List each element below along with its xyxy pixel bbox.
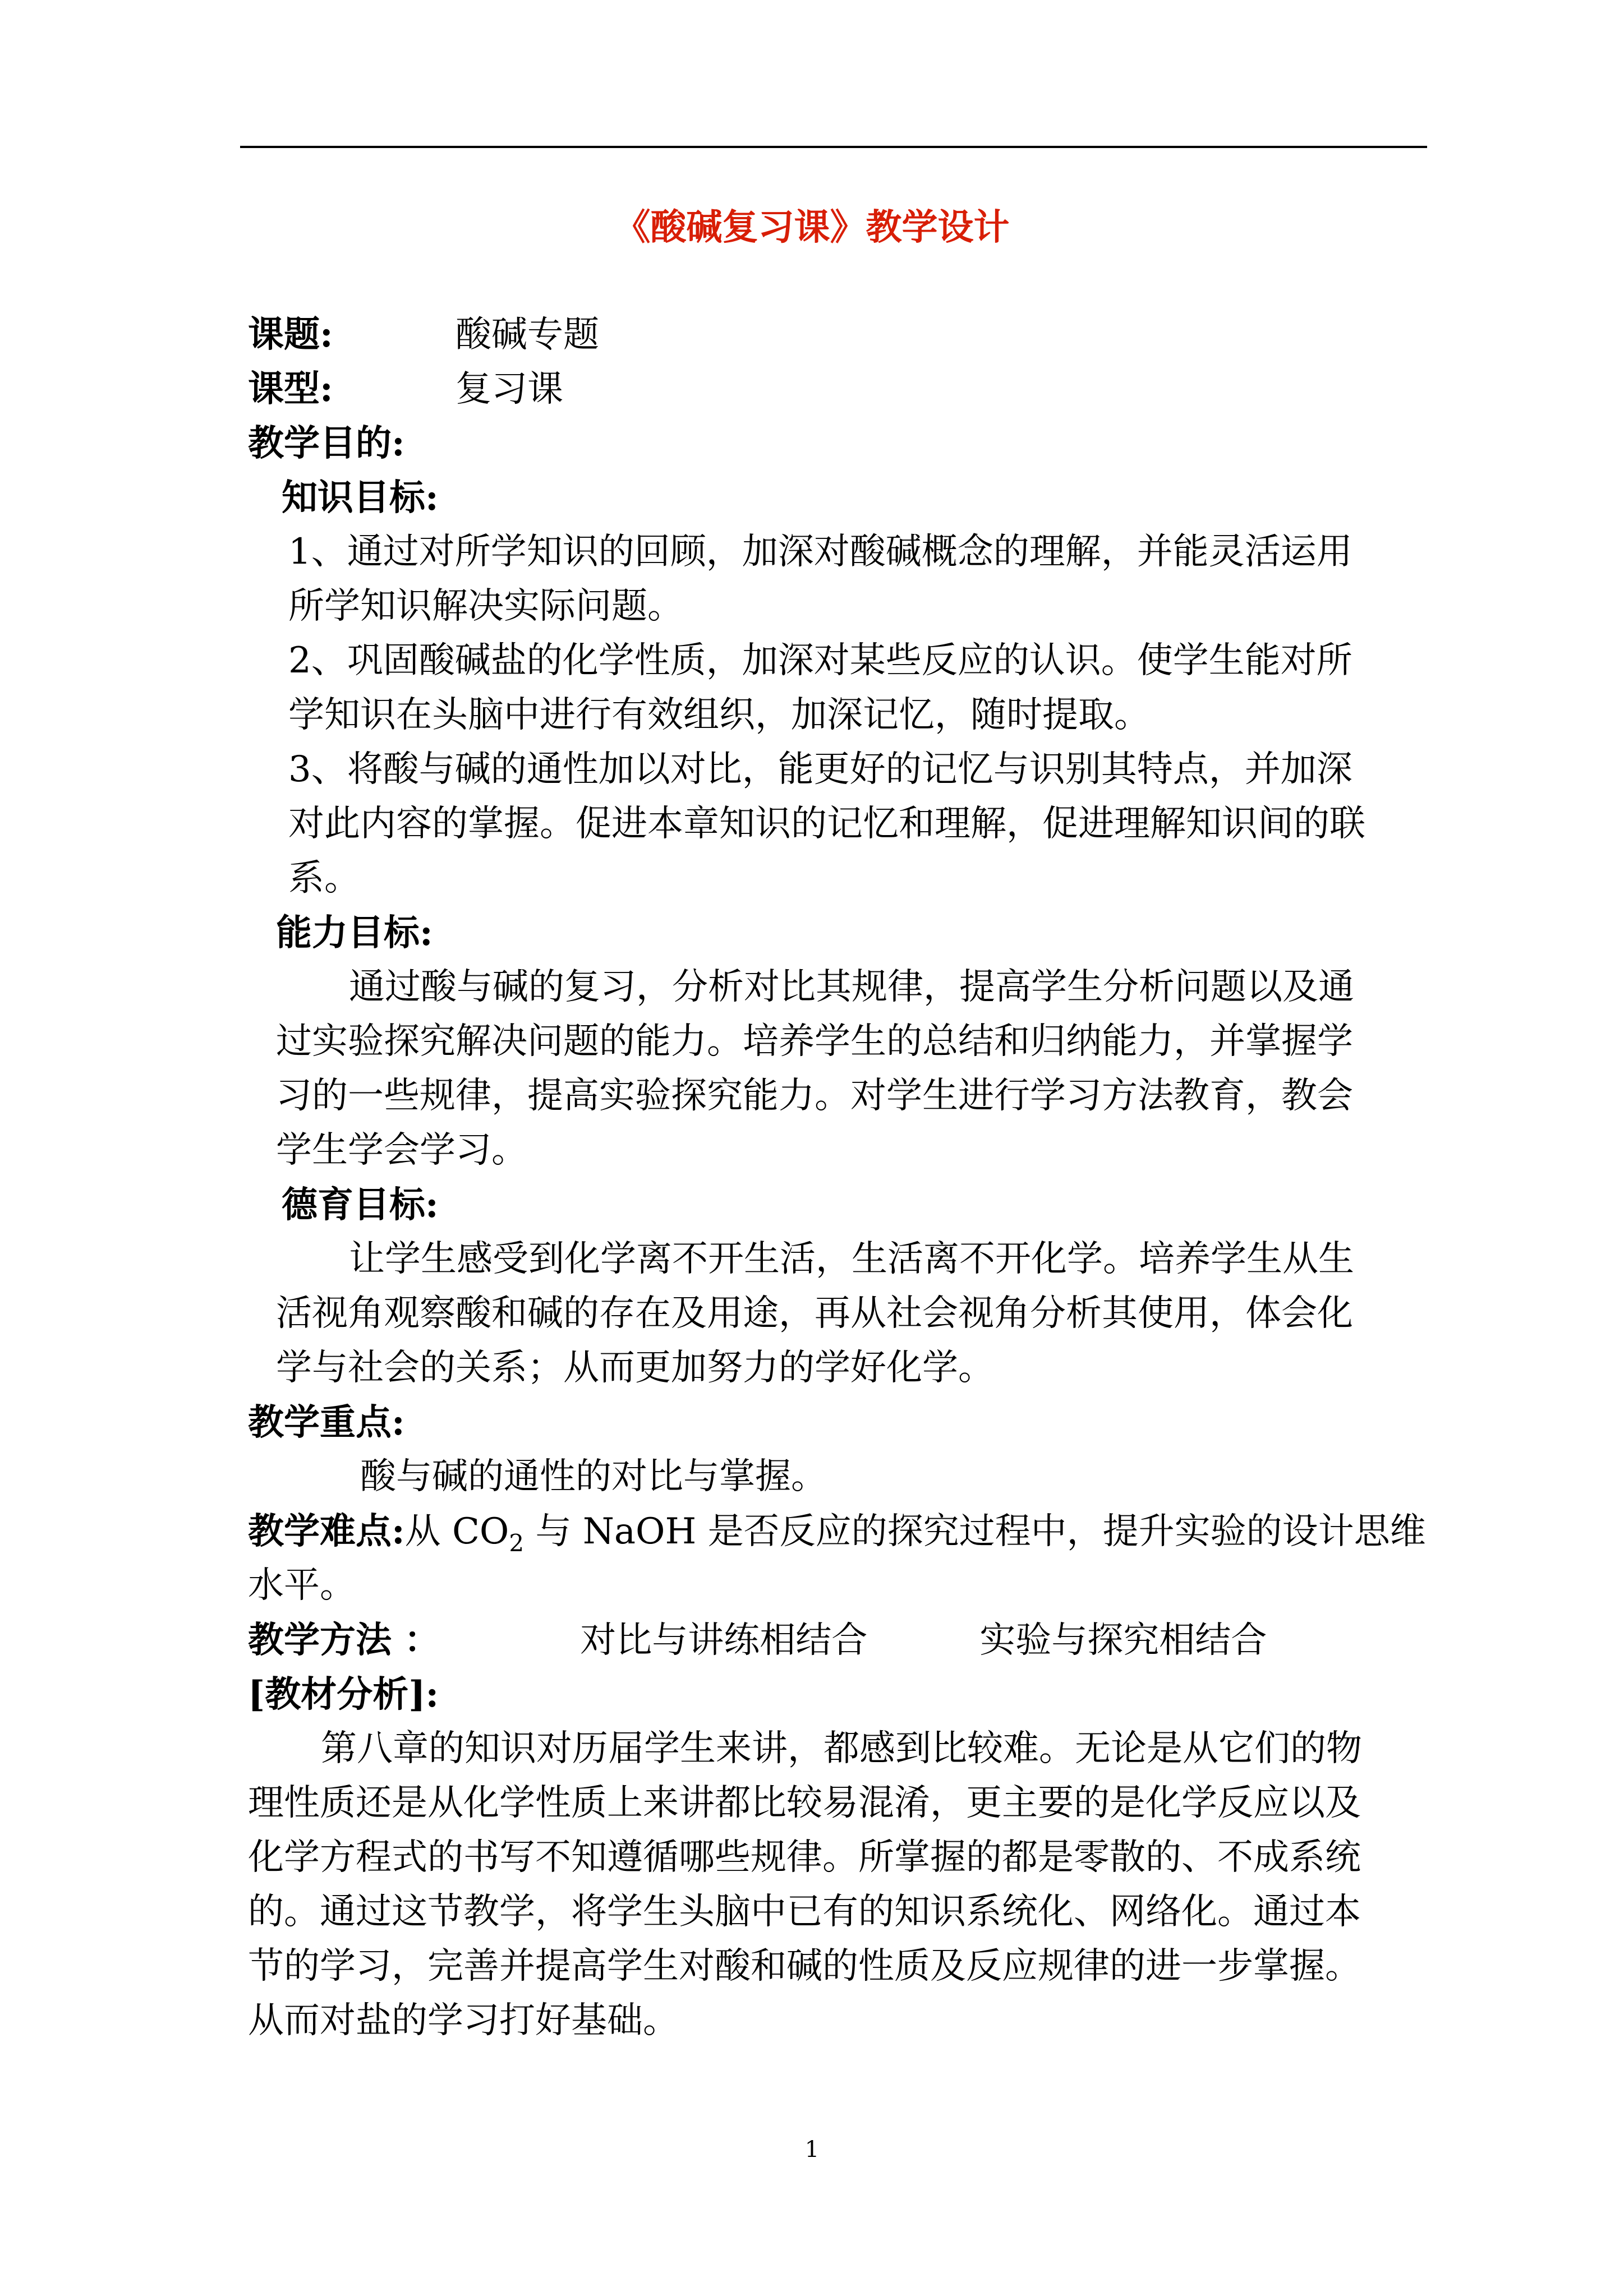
page-number: 1 — [804, 2137, 820, 2163]
ability-line: 过实验探究解决问题的能力。培养学生的总结和归纳能力，并掌握学 — [276, 1021, 1353, 1062]
knowledge-line: 所学知识解决实际问题。 — [288, 585, 683, 627]
method-1: 对比与讲练相结合 — [580, 1620, 868, 1661]
analysis-line: 节的学习，完善并提高学生对酸和碱的性质及反应规律的进一步掌握。 — [248, 1945, 1361, 1987]
knowledge-line: 系。 — [288, 857, 360, 899]
ability-heading: 能力目标: — [276, 912, 433, 954]
key-points-heading: 教学重点: — [248, 1401, 405, 1444]
header-rule — [240, 146, 1427, 148]
knowledge-line: 对此内容的掌握。促进本章知识的记忆和理解，促进理解知识间的联 — [288, 803, 1365, 845]
knowledge-line: 3、将酸与碱的通性加以对比，能更好的记忆与识别其特点，并加深 — [288, 749, 1352, 790]
document-body — [248, 307, 1437, 2048]
difficulty-text-before: 从 CO — [404, 1511, 509, 1552]
topic-row — [248, 307, 1437, 362]
knowledge-line: 学知识在头脑中进行有效组织，加深记忆，随时提取。 — [288, 694, 1150, 736]
lesson-type-value: 复习课 — [456, 368, 563, 410]
topic-label: 课题: — [248, 313, 333, 356]
analysis-line: 第八章的知识对历届学生来讲，都感到比较难。无论是从它们的物 — [321, 1728, 1362, 1769]
method-2: 实验与探究相结合 — [979, 1620, 1267, 1661]
ability-line: 通过酸与碱的复习，分析对比其规律，提高学生分析问题以及通 — [349, 966, 1354, 1008]
analysis-line: 化学方程式的书写不知遵循哪些规律。所掌握的都是零散的、不成系统 — [248, 1837, 1361, 1878]
knowledge-line: 1、通过对所学知识的回顾，加深对酸碱概念的理解，并能灵活运用 — [288, 531, 1352, 573]
difficulty-row — [248, 1504, 1437, 1559]
moral-heading: 德育目标: — [282, 1184, 439, 1226]
lesson-type-row — [248, 362, 1437, 416]
key-points-text: 酸与碱的通性的对比与掌握。 — [360, 1456, 827, 1497]
analysis-line: 的。通过这节教学，将学生头脑中已有的知识系统化、网络化。通过本 — [248, 1891, 1361, 1933]
objectives-heading: 教学目的: — [248, 422, 405, 464]
difficulty-heading: 教学难点: — [248, 1510, 405, 1552]
analysis-heading: [教材分析]: — [248, 1673, 439, 1716]
methods-heading: 教学方法 ： — [248, 1619, 440, 1661]
moral-line: 活视角观察酸和碱的存在及用途，再从社会视角分析其使用，体会化 — [276, 1293, 1353, 1334]
knowledge-heading: 知识目标: — [282, 477, 439, 519]
topic-value: 酸碱专题 — [456, 314, 599, 356]
difficulty-continuation: 水平。 — [248, 1565, 356, 1606]
ability-line: 学生学会学习。 — [276, 1129, 527, 1171]
moral-line: 学与社会的关系；从而更加努力的学好化学。 — [276, 1347, 994, 1389]
knowledge-line: 2、巩固酸碱盐的化学性质，加深对某些反应的认识。使学生能对所 — [288, 640, 1352, 681]
lesson-type-label: 课型: — [248, 368, 333, 410]
difficulty-subscript: 2 — [509, 1529, 525, 1557]
ability-line: 习的一些规律，提高实验探究能力。对学生进行学习方法教育，教会 — [276, 1075, 1353, 1117]
document-title: 《酸碱复习课》教学设计 — [614, 206, 1010, 248]
analysis-line: 从而对盐的学习打好基础。 — [248, 2000, 679, 2041]
moral-line: 让学生感受到化学离不开生活，生活离不开化学。培养学生从生 — [349, 1238, 1354, 1280]
methods-row — [248, 1613, 1437, 1667]
difficulty-text-after: 与 NaOH 是否反应的探究过程中，提升实验的设计思维 — [524, 1511, 1426, 1552]
analysis-line: 理性质还是从化学性质上来讲都比较易混淆，更主要的是化学反应以及 — [248, 1782, 1361, 1824]
